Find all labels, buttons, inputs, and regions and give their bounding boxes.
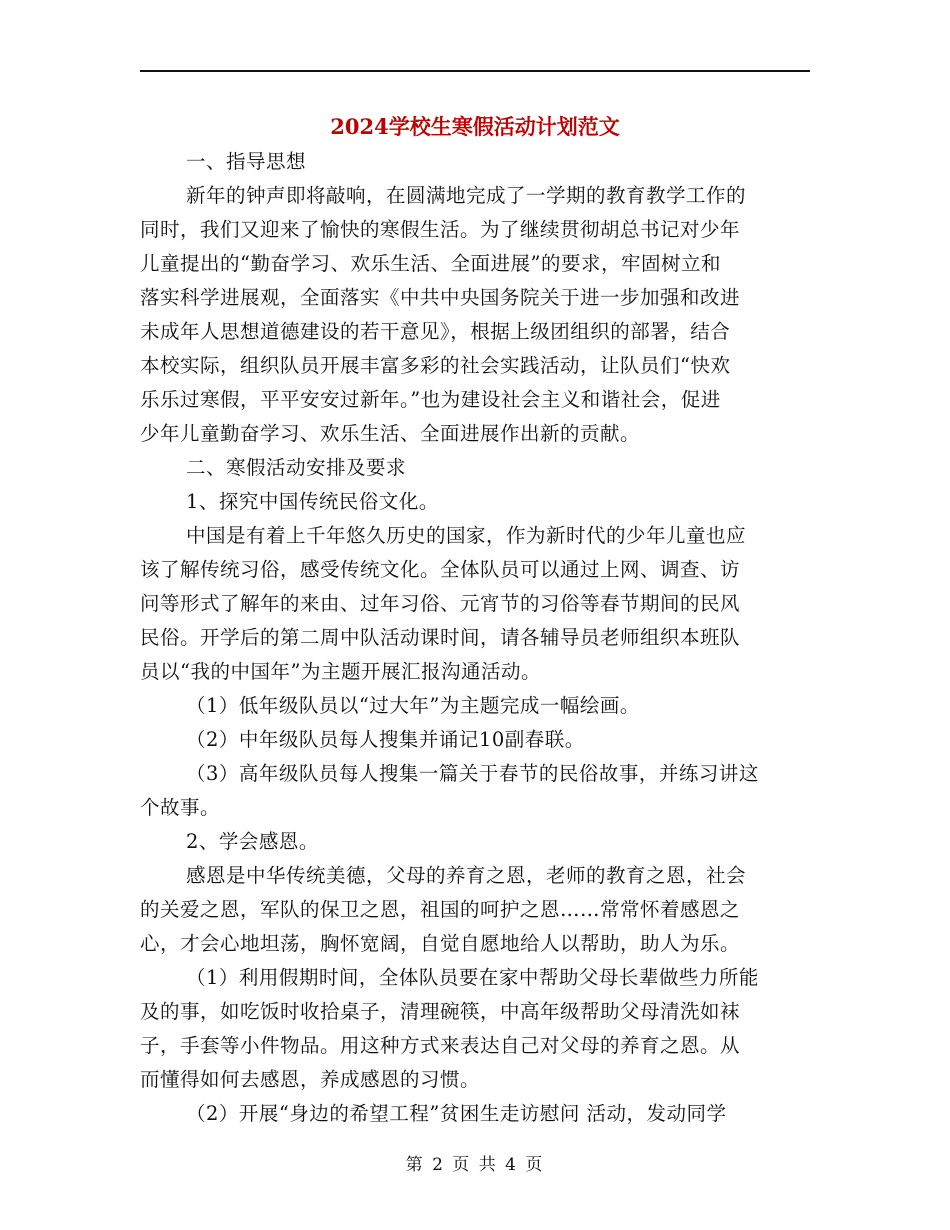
paragraph-line: 乐乐过寒假，平平安安过新年。”也为建设社会主义和谐社会，促进 — [140, 388, 721, 411]
subsection-heading-gratitude: 2、学会感恩。 — [186, 830, 319, 853]
paragraph-line: 少年儿童勤奋学习、欢乐生活、全面进展作出新的贡献。 — [140, 422, 641, 445]
paragraph-line: 新年的钟声即将敲响，在圆满地完成了一学期的教育教学工作的 — [186, 184, 747, 207]
list-item: （1）低年级队员以“过大年”为主题完成一幅绘画。 — [186, 694, 640, 717]
list-item: （2）中年级队员每人搜集并诵记10副春联。 — [186, 728, 585, 751]
paragraph-line: 同时，我们又迎来了愉快的寒假生活。为了继续贯彻胡总书记对少年 — [140, 218, 741, 241]
paragraph-line: 员以“我的中国年”为主题开展汇报沟通活动。 — [140, 660, 541, 683]
header-rule — [140, 70, 810, 72]
section-heading-guiding-ideology: 一、指导思想 — [186, 150, 307, 173]
list-item: （3）高年级队员每人搜集一篇关于春节的民俗故事，并练习讲这 — [186, 762, 759, 785]
paragraph-line: 感恩是中华传统美德，父母的养育之恩，老师的教育之恩，社会 — [186, 864, 747, 887]
document-title: 2024学校生寒假活动计划范文 — [330, 114, 620, 139]
paragraph-line: 中国是有着上千年悠久历史的国家，作为新时代的少年儿童也应 — [186, 524, 747, 547]
subsection-heading-folk-culture: 1、探究中国传统民俗文化。 — [186, 490, 439, 513]
paragraph-line: 而懂得如何去感恩，养成感恩的习惯。 — [140, 1068, 481, 1091]
paragraph-line: 个故事。 — [140, 796, 221, 819]
section-heading-activities: 二、寒假活动安排及要求 — [186, 456, 407, 479]
paragraph-line: 未成年人思想道德建设的若干意见》，根据上级团组织的部署，结合 — [140, 320, 731, 343]
paragraph-line: 本校实际，组织队员开展丰富多彩的社会实践活动，让队员们“快欢 — [140, 354, 731, 377]
paragraph-line: 及的事，如吃饭时收拾桌子，清理碗筷，中高年级帮助父母清洗如袜 — [140, 1000, 741, 1023]
list-item: （1）利用假期时间，全体队员要在家中帮助父母长辈做些力所能 — [186, 966, 759, 989]
paragraph-line: 子，手套等小件物品。用这种方式来表达自己对父母的养育之恩。从 — [140, 1034, 741, 1057]
paragraph-line: 心，才会心地坦荡，胸怀宽阔，自觉自愿地给人以帮助，助人为乐。 — [140, 932, 741, 955]
paragraph-line: 儿童提出的“勤奋学习、欢乐生活、全面进展”的要求，牢固树立和 — [140, 252, 721, 275]
paragraph-line: 落实科学进展观，全面落实《中共中央国务院关于进一步加强和改进 — [140, 286, 741, 309]
paragraph-line: 该了解传统习俗，感受传统文化。全体队员可以通过上网、调查、访 — [140, 558, 741, 581]
list-item: （2）开展“身边的希望工程”贫困生走访慰问 活动，发动同学 — [186, 1102, 727, 1125]
paragraph-line: 民俗。开学后的第二周中队活动课时间，请各辅导员老师组织本班队 — [140, 626, 741, 649]
page-footer: 第 2 页 共 4 页 — [405, 1155, 545, 1175]
paragraph-line: 的关爱之恩，军队的保卫之恩，祖国的呵护之恩……常常怀着感恩之 — [140, 898, 741, 921]
paragraph-line: 问等形式了解年的来由、过年习俗、元宵节的习俗等春节期间的民风 — [140, 592, 741, 615]
